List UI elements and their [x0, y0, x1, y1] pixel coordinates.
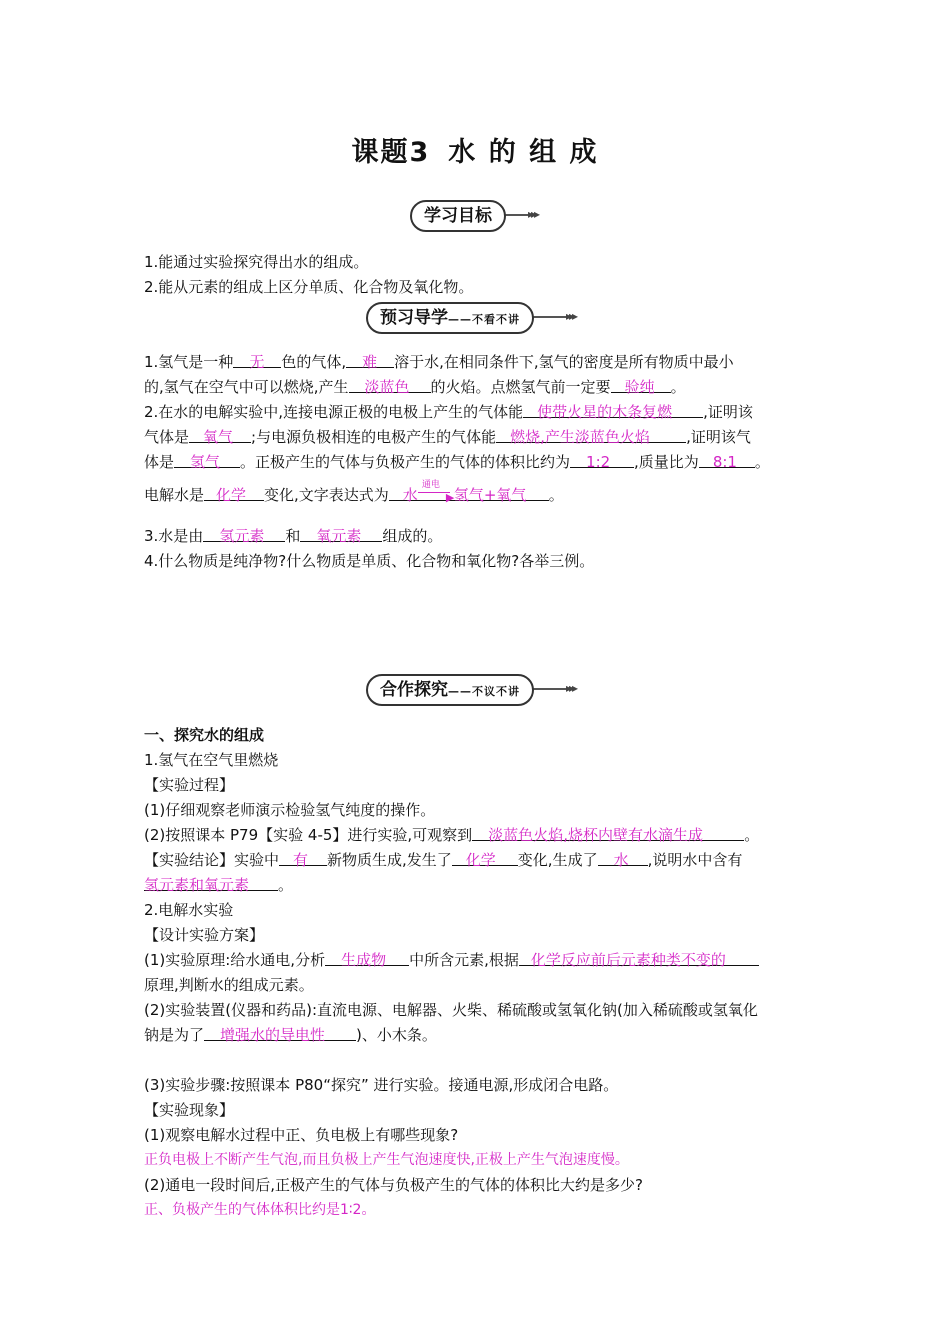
- goal-item: 1.能通过实验探究得出水的组成。: [144, 253, 369, 271]
- label-design: 【设计实验方案】: [144, 926, 265, 944]
- preview-q2-line3: 体是 氢气 。正极产生的气体与负极产生的气体的体积比约为 1:2 ,质量比为 8:1 。: [144, 449, 810, 475]
- preview-q3: 3.水是由 氢元素 和 氧元素 组成的。: [144, 523, 810, 549]
- reaction-arrow-icon: 通电 ▶: [418, 482, 454, 500]
- label-phenomenon: 【实验现象】: [144, 1101, 235, 1119]
- preview-q2-line1: 2.在水的电解实验中,连接电源正极的电极上产生的气体能 使带火星的木条复燃 ,证明该: [144, 399, 810, 425]
- coop-d1-line2: 原理,判断水的组成元素。: [144, 976, 314, 994]
- section-badge-goals: [410, 198, 545, 232]
- coop-ph1-answer: 正负电极上不断产生气泡,而且负极上产生气泡速度快,正极上产生气泡速度慢。: [144, 1152, 629, 1168]
- section-badge-preview: [366, 300, 588, 334]
- coop-d1-line1: (1)实验原理:给水通电,分析 生成物 中所含元素,根据 化学反应前后元素种类不变的: [144, 947, 810, 973]
- coop-p2: (2)按照课本 P79【实验 4-5】进行实验,可观察到 淡蓝色火焰,烧杯内壁有水滴生成 。: [144, 822, 810, 848]
- section-title: 预习导学——不看不讲: [366, 302, 534, 334]
- coop-d2-line1: (2)实验装置(仪器和药品):直流电源、电解器、火柴、稀硫酸或氢氧化钠(加入稀硫酸或氢氧化: [144, 1001, 758, 1019]
- preview-q2-line2: 气体是 氧气 ;与电源负极相连的电极产生的气体能 燃烧,产生淡蓝色火焰 ,证明该气: [144, 424, 810, 450]
- coop-ph1: (1)观察电解水过程中正、负电极上有哪些现象?: [144, 1126, 459, 1144]
- chevron-right-icon: ▸▸▸: [566, 681, 576, 695]
- section-heading: 一、探究水的组成: [144, 726, 265, 744]
- preview-q4: 4.什么物质是纯净物?什么物质是单质、化合物和氧化物?各举三例。: [144, 552, 595, 570]
- preview-q2-line4: 电解水是 化学 变化,文字表达式为 水 通电 ▶ 氢气+氧气 。: [144, 480, 564, 504]
- label-experiment-process: 【实验过程】: [144, 776, 235, 794]
- chevron-right-icon: ▸▸▸: [528, 207, 538, 221]
- page-title: 课题3 水 的 组 成: [351, 137, 599, 168]
- coop-d3: (3)实验步骤:按照课本 P80“探究” 进行实验。接通电源,形成闭合电路。: [144, 1076, 619, 1094]
- subsection-heading: 1.氢气在空气里燃烧: [144, 751, 279, 769]
- section-title: 合作探究——不议不讲: [366, 674, 534, 706]
- coop-ph2: (2)通电一段时间后,正极产生的气体与负极产生的气体的体积比大约是多少?: [144, 1176, 643, 1194]
- preview-q1-line1: 1.氢气是一种 无 色的气体, 难 溶于水,在相同条件下,氢气的密度是所有物质中最小: [144, 349, 810, 375]
- coop-p1: (1)仔细观察老师演示检验氢气纯度的操作。: [144, 801, 436, 819]
- preview-q1-line2: 的,氢气在空气中可以燃烧,产生 淡蓝色 的火焰。点燃氢气前一定要 验纯 。: [144, 374, 810, 400]
- coop-conclusion-line2: 氢元素和氧元素 。: [144, 872, 810, 898]
- goal-item: 2.能从元素的组成上区分单质、化合物及氧化物。: [144, 278, 474, 296]
- coop-conclusion-line1: 【实验结论】实验中 有 新物质生成,发生了 化学 变化,生成了 水 ,说明水中含有: [144, 847, 810, 873]
- chevron-right-icon: ▸▸▸: [566, 309, 576, 323]
- coop-ph2-answer: 正、负极产生的气体体积比约是1∶2。: [144, 1202, 376, 1218]
- subsection-heading: 2.电解水实验: [144, 901, 234, 919]
- coop-d2-line2: 钠是为了 增强水的导电性 )、小木条。: [144, 1022, 810, 1048]
- section-badge-coop: [366, 672, 588, 706]
- section-title: 学习目标: [410, 200, 506, 232]
